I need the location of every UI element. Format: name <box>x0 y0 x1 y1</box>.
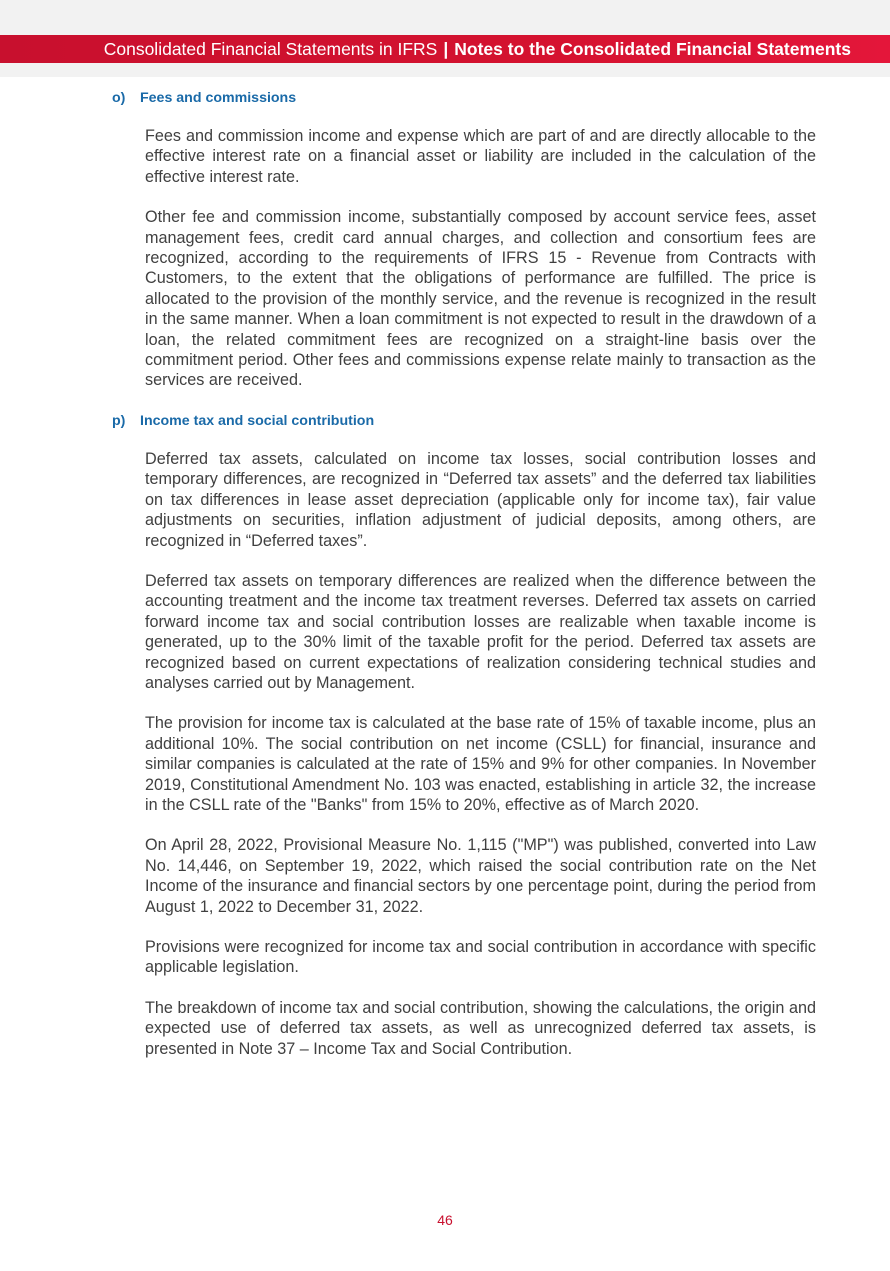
paragraph: Fees and commission income and expense which are part of and are directly allocable to the effective interest rate on a financial asset or liability are included in the calculation of the effective interest rate. <box>145 127 816 186</box>
paragraph: The provision for income tax is calculated at the base rate of 15% of taxable income, plus an additional 10%. The social contribution on net income (CSLL) for financial, insurance and similar companies is calculated at the rate of 15% and 9% for other companies. In November 2019, Constitutional Amendment No. 103 was enacted, establishing in article 32, the increase in the CSLL rate of the "Banks" from 15% to 20%, effective as of March 2020. <box>145 714 816 814</box>
section-title: Income tax and social contribution <box>140 412 375 429</box>
paragraph: On April 28, 2022, Provisional Measure No. 1,115 ("MP") was published, converted into Law No. 14,446, on September 19, 2022, which raised the social contribution rate on the Net Income of the insurance and financial sectors by one percentage point, during the period from August 1, 2022 to December 31, 2022. <box>145 836 816 916</box>
page-number: 46 <box>437 1212 453 1228</box>
document-header-bar <box>0 35 890 63</box>
section-heading-income-tax <box>112 411 890 431</box>
page-content <box>0 86 890 1059</box>
section-letter: p) <box>112 412 126 429</box>
paragraph: Provisions were recognized for income tax and social contribution in accordance with specific applicable legislation. <box>145 938 816 977</box>
section-heading-fees-and-commissions <box>112 88 890 108</box>
header-document-title: Consolidated Financial Statements in IFRS <box>103 38 438 59</box>
paragraph: The breakdown of income tax and social contribution, showing the calculations, the origin and expected use of deferred tax assets, as well as unrecognized deferred tax assets, is presented in Note 37 – Income Tax and Social Contribution. <box>145 998 816 1058</box>
section-title: Fees and commissions <box>140 90 297 106</box>
paragraph: Deferred tax assets on temporary differences are realized when the difference between the accounting treatment and the income tax treatment reverses. Deferred tax assets on carried forward income tax and social contribution losses are realizable when taxable income is generated, up to the 30% limit of the taxable profit for the period. Deferred tax assets are recognized based on current expectations of realization considering technical studies and analyses carried out by Management. <box>145 571 816 692</box>
section-letter: o) <box>112 90 126 106</box>
paragraph: Deferred tax assets, calculated on income tax losses, social contribution losses and temporary differences, are recognized in “Deferred tax assets” and the deferred tax liabilities on tax differences in lease asset depreciation (applicable only for income tax), fair value adjustments on securities, inflation adjustment of judicial deposits, among others, are recognized in “Deferred taxes”. <box>145 449 816 550</box>
paragraph: Other fee and commission income, substantially composed by account service fees, asset management fees, credit card annual charges, and collection and consortium fees are recognized, according to the requirements of IFRS 15 - Revenue from Contracts with Customers, to the extent that the obligations of performance are fulfilled. The price is allocated to the provision of the monthly service, and the revenue is recognized in the result in the same manner. When a loan commitment is not expected to result in the drawdown of a loan, the related commitment fees are recognized on a straight-line basis over the commitment period. Other fees and commissions expense relate mainly to transaction as the services are received. <box>145 208 816 390</box>
header-separator: | <box>443 38 449 59</box>
header-section-title: Notes to the Consolidated Financial Statements <box>454 38 851 59</box>
